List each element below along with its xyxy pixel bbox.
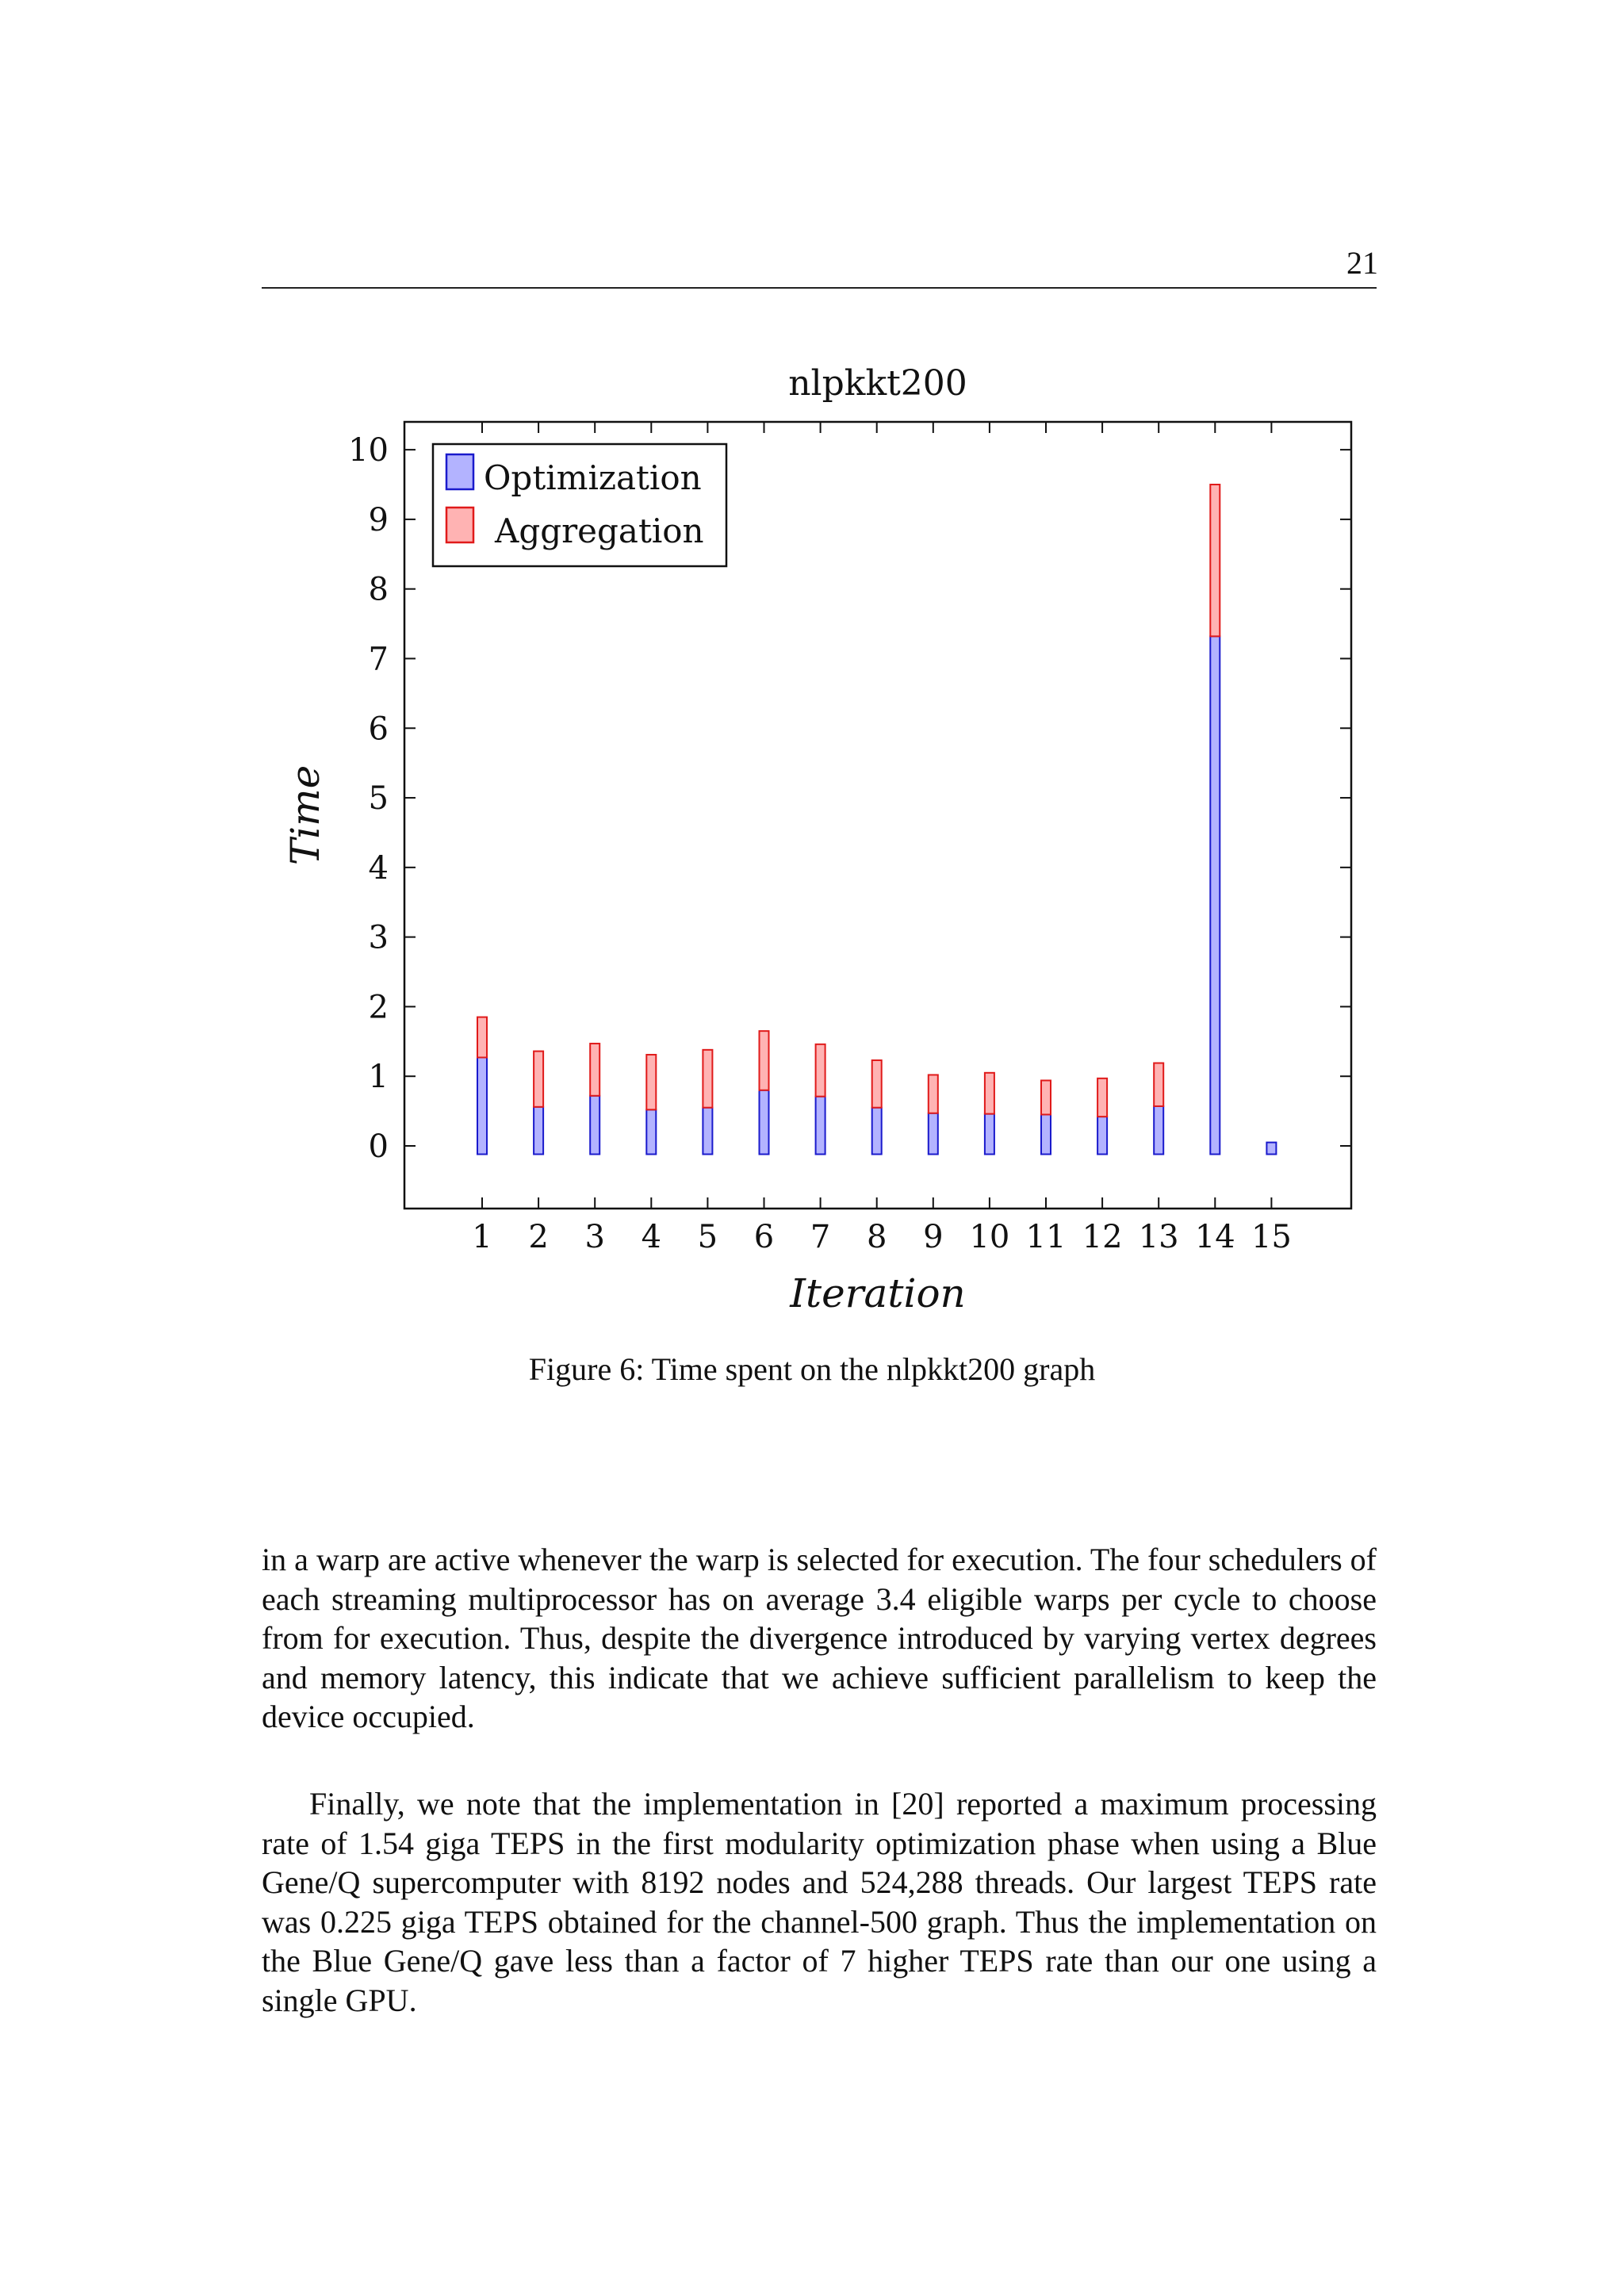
x-tick-label: 4 <box>641 1219 662 1255</box>
y-tick-labels <box>348 432 389 1165</box>
bar-optimization-9 <box>929 1113 938 1155</box>
bar-aggregation-7 <box>816 1044 825 1097</box>
bar-optimization-1 <box>477 1058 487 1155</box>
y-tick-label: 3 <box>368 919 389 956</box>
x-tick-label: 8 <box>866 1219 887 1255</box>
body-paragraph: Finally, we note that the implementation in [20] reported a maximum processing rate of 1.54 giga TEPS in the first modularity optimization phase when using a Blue Gene/Q supercomputer with 8192 nodes and 524,288 threads. Our largest TEPS rate was 0.225 giga TEPS obtained for the channel-500 graph. Thus the implementation on the Blue Gene/Q gave less than a factor of 7 higher TEPS rate than our one using a single GPU. <box>262 1786 1377 2018</box>
bar-optimization-14 <box>1210 636 1220 1154</box>
bar-optimization-15 <box>1266 1143 1276 1155</box>
y-axis-label: Time <box>282 764 328 866</box>
legend-swatch-aggregation <box>446 508 473 542</box>
bar-optimization-8 <box>872 1108 882 1155</box>
x-tick-label: 14 <box>1194 1219 1235 1255</box>
bar-aggregation-12 <box>1097 1078 1107 1117</box>
y-tick-label: 8 <box>368 571 389 608</box>
bar-optimization-11 <box>1041 1114 1051 1154</box>
bar-optimization-10 <box>985 1114 994 1155</box>
y-tick-label: 7 <box>368 641 389 678</box>
x-tick-label: 13 <box>1138 1219 1179 1255</box>
bar-optimization-5 <box>703 1108 712 1155</box>
bar-aggregation-14 <box>1210 485 1220 636</box>
bar-aggregation-6 <box>760 1031 769 1090</box>
x-tick-labels <box>472 1219 1292 1255</box>
bar-aggregation-1 <box>477 1017 487 1058</box>
bar-aggregation-4 <box>646 1055 656 1109</box>
bar-optimization-6 <box>760 1090 769 1155</box>
bar-aggregation-2 <box>534 1052 543 1107</box>
legend <box>433 444 726 566</box>
bars <box>477 485 1276 1155</box>
bar-optimization-7 <box>816 1097 825 1155</box>
bar-aggregation-8 <box>872 1060 882 1108</box>
y-tick-label: 5 <box>368 780 389 818</box>
x-tick-label: 11 <box>1025 1219 1067 1255</box>
x-tick-label: 12 <box>1082 1219 1123 1255</box>
bar-aggregation-10 <box>985 1073 994 1114</box>
y-tick-label: 6 <box>368 711 389 748</box>
x-tick-label: 10 <box>969 1219 1010 1255</box>
y-tick-label: 2 <box>368 989 389 1026</box>
legend-label-aggregation: Aggregation <box>495 511 704 550</box>
bar-aggregation-9 <box>929 1075 938 1113</box>
bar-optimization-3 <box>590 1096 599 1155</box>
y-tick-label: 4 <box>368 849 389 887</box>
x-tick-label: 15 <box>1251 1219 1292 1255</box>
bar-aggregation-11 <box>1041 1080 1051 1114</box>
legend-label-optimization: Optimization <box>484 458 702 497</box>
x-tick-label: 6 <box>753 1219 775 1255</box>
bar-aggregation-13 <box>1154 1063 1163 1106</box>
legend-swatch-optimization <box>446 454 473 489</box>
bar-optimization-13 <box>1154 1106 1163 1155</box>
figure-caption: Figure 6: Time spent on the nlpkkt200 graph <box>528 1351 1096 1387</box>
body-paragraph: in a warp are active whenever the warp is selected for execution. The four schedulers of each streaming multiprocessor has on average 3.4 eligible warps per cycle to choose from for execution. Thus, despite the divergence introduced by varying vertex degrees and memory latency, this indicate that we achieve sufficient parallelism to keep the device occupied. <box>262 1542 1377 1734</box>
bar-optimization-2 <box>534 1107 543 1155</box>
bar-optimization-12 <box>1097 1117 1107 1154</box>
chart-title: nlpkkt200 <box>788 363 967 404</box>
x-tick-label: 9 <box>923 1219 944 1255</box>
x-tick-label: 1 <box>472 1219 492 1255</box>
y-tick-label: 0 <box>368 1128 389 1165</box>
x-tick-label: 7 <box>810 1219 831 1255</box>
y-tick-label: 1 <box>368 1059 389 1096</box>
x-tick-label: 2 <box>528 1219 549 1255</box>
bar-optimization-4 <box>646 1109 656 1154</box>
bar-aggregation-5 <box>703 1050 712 1108</box>
y-tick-label: 10 <box>348 432 389 469</box>
x-axis-label: Iteration <box>790 1270 966 1316</box>
y-tick-label: 9 <box>368 501 389 538</box>
x-tick-label: 3 <box>584 1219 605 1255</box>
x-tick-label: 5 <box>697 1219 718 1255</box>
page-number: 21 <box>1346 245 1378 281</box>
bar-aggregation-3 <box>590 1044 599 1096</box>
